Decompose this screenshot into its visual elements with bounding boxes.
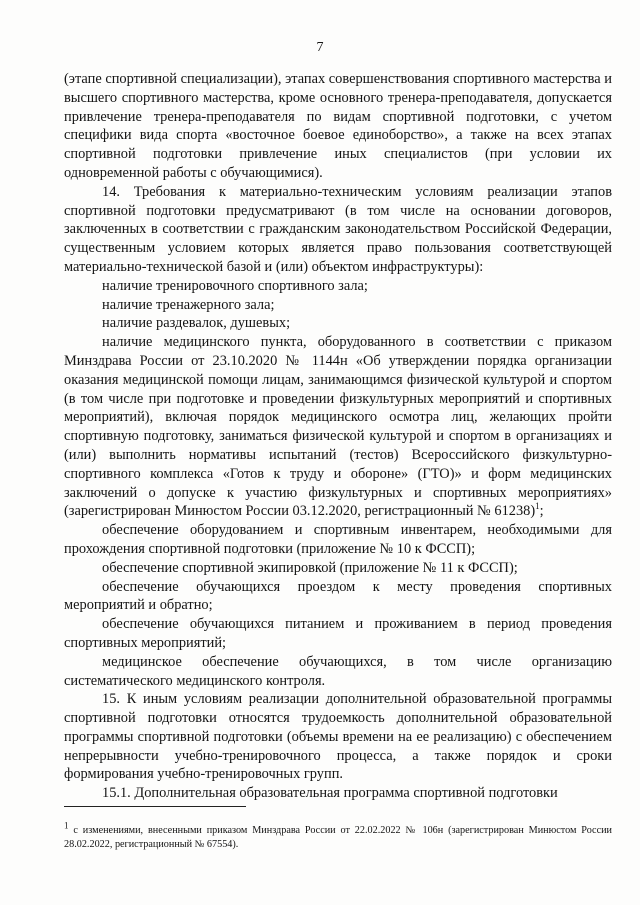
paragraph-intro: (этапе спортивной специализации), этапах совершенствования спортивного мастерства и высшего спортивного мастерства, кроме основного тренера-преподавателя, допускается привлечение тренера-преподавателя по видам спортивной подготовки, с учетом специфики вида спорта «восточное боевое единоборство», а также на всех этапах спортивной подготовки привлечение иных специалистов (при условии их одновременной работы с обучающимися). bbox=[64, 71, 612, 181]
footnote-reference: 1 bbox=[535, 501, 540, 512]
list-item-transport: обеспечение обучающихся проездом к месту проведения спортивных мероприятий и обратно; bbox=[64, 578, 612, 614]
list-item-equipment: обеспечение оборудованием и спортивным инвентарем, необходимыми для прохождения спортивной подготовки (приложение № 10 к ФССП); bbox=[64, 522, 612, 557]
footnote-divider bbox=[64, 806, 246, 807]
footnote-text: с изменениями, внесенными приказом Минздрава России от 22.02.2022 № 106н (зарегистрирован Минюстом России 28.02.2022, регистрационный № 67554). bbox=[64, 825, 613, 850]
footnote-marker: 1 bbox=[64, 820, 69, 831]
paragraph-section-15-1: 15.1. Дополнительная образовательная программа спортивной подготовки bbox=[102, 785, 558, 802]
list-item-training-hall: наличие тренировочного спортивного зала; bbox=[102, 277, 368, 294]
paragraph-section-15: 15. К иным условиям реализации дополнительной образовательной программы спортивной подготовки относятся трудоемкость дополнительной образовательной программы спортивной подготовки (объемы времени на ее реализацию) с обеспечением непрерывности учебно-тренировочного процесса, а также порядок и сроки формирования учебно-тренировочных групп. bbox=[64, 691, 612, 783]
list-item-locker-rooms: наличие раздевалок, душевых; bbox=[102, 315, 291, 332]
document-body bbox=[64, 70, 612, 803]
medical-point-text: наличие медицинского пункта, оборудованного в соответствии с приказом Минздрава России от 23.10.2020 № 1144н «Об утверждении порядка организации оказания медицинской помощи лицам, занимающимся физической культурой и спортом (в том числе при подготовке и проведении физкультурных мероприятий и спортивных мероприятий), включая порядок медицинского осмотра лиц, желающих пройти спортивную подготовку, заниматься физической культурой и спортом в организациях и (или) выполнить нормативы испытаний (тестов) Всероссийского физкультурно-спортивного комплекса «Готов к труду и обороне» (ГТО)» и форм медицинских заключений о допуске к участию физкультурных и спортивных мероприятиях» (зарегистрирован Минюстом России 03.12.2020, регистрационный № 61238) bbox=[64, 334, 612, 520]
list-item-food-accommodation: обеспечение обучающихся питанием и проживанием в период проведения спортивных мероприятий; bbox=[64, 616, 612, 651]
paragraph-section-14: 14. Требования к материально-техническим условиям реализации этапов спортивной подготовки предусматривают (в том числе на основании договоров, заключенных в соответствии с гражданским законодательством Российской Федерации, существенным условием которых является право пользования соответствующей материально-технической базой и (или) объектом инфраструктуры): bbox=[64, 183, 612, 275]
list-item-sports-gear: обеспечение спортивной экипировкой (приложение № 11 к ФССП); bbox=[102, 559, 518, 576]
list-item-medical-point: наличие медицинского пункта, оборудованного в соответствии с приказом Минздрава России от 23.10.2020 № 1144н «Об утверждении порядка организации оказания медицинской помощи лицам, занимающимся физической культурой и спортом (в том числе при подготовке и проведении физкультурных мероприятий и спортивных мероприятий), включая порядок медицинского осмотра лиц, желающих пройти спортивную подготовку, заниматься физической культурой и спортом в организациях и (или) выполнить нормативы испытаний (тестов) Всероссийского физкультурно-спортивного комплекса «Готов к труду и обороне» (ГТО)» и форм медицинских заключений о допуске к участию физкультурных и спортивных мероприятиях» (зарегистрирован Минюстом России 03.12.2020, регистрационный № 61238)$^1$; bbox=[64, 334, 612, 520]
list-item-gym: наличие тренажерного зала; bbox=[102, 296, 275, 313]
page-number: 7 bbox=[316, 40, 324, 55]
footnote bbox=[64, 820, 613, 852]
list-item-medical-support: медицинское обеспечение обучающихся, в том числе организацию систематического медицинского контроля. bbox=[64, 653, 612, 689]
